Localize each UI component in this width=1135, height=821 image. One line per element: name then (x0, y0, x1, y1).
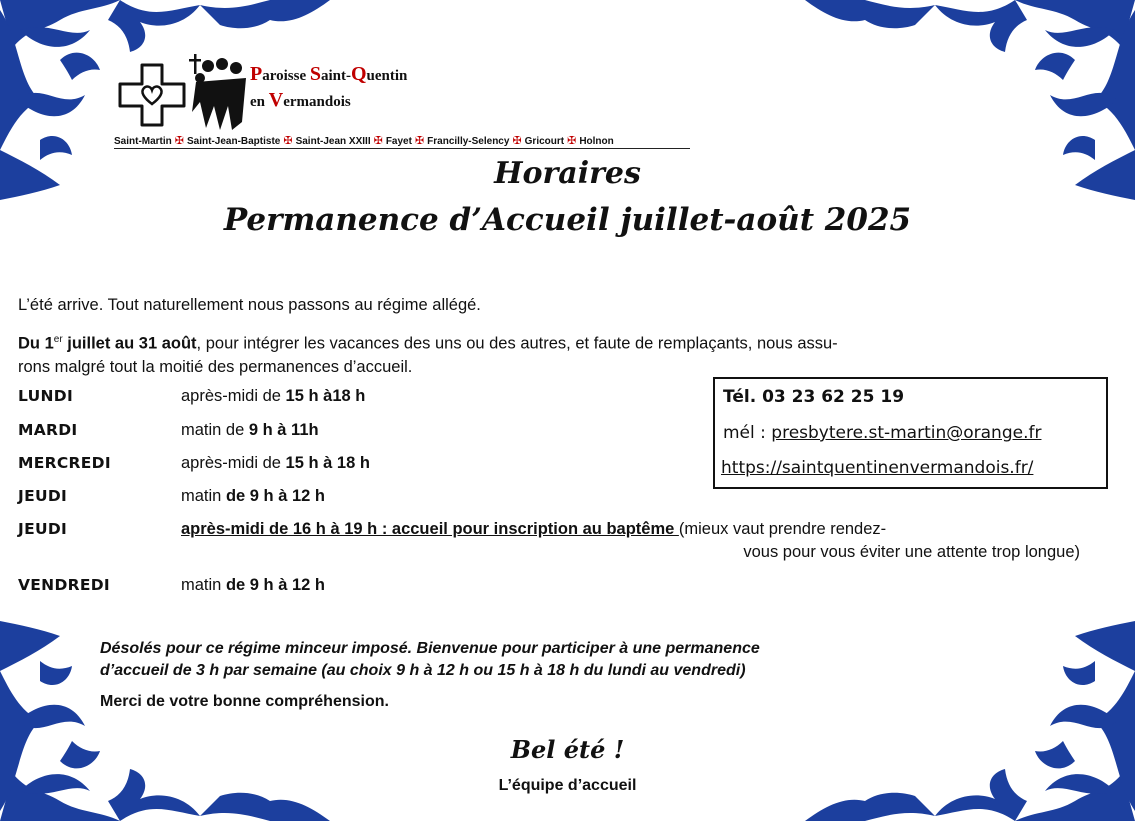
parish-name: Paroisse Saint-Quentin en Vermandois (250, 63, 408, 111)
signature-text: L’équipe d’accueil (498, 777, 637, 794)
people-group-icon (188, 52, 250, 132)
closing-message: Désolés pour ce régime minceur imposé. Bienvenue pour participer à une permanence d’accueil de 3 h par semaine (au choix 9 h à 12 h ou 15 h à 18 h du lundi au vendredi) (100, 640, 760, 679)
parish-item: Francilly-Selency (427, 136, 510, 147)
parish-item: Saint-Martin (114, 136, 172, 147)
day-label: MARDI (18, 421, 78, 439)
hours-text: matin de 9 h à 11h (181, 421, 319, 439)
hours-text-continued: vous pour vous éviter une attente trop longue) (743, 543, 1080, 561)
email-line: mél : presbytere.st-martin@orange.fr (723, 423, 1042, 443)
day-label: MERCREDI (18, 454, 111, 472)
parish-list: Saint-Martin ✠ Saint-Jean-Baptiste ✠ Saint-Jean XXIII ✠ Fayet ✠ Francilly-Selency ✠ Gricourt ✠ Holnon (114, 134, 690, 149)
parish-item: Gricourt (524, 136, 565, 147)
hours-text: après-midi de 15 h à 18 h (181, 454, 370, 472)
hours-text: après-midi de 15 h à18 h (181, 387, 366, 405)
parish-item: Fayet (385, 136, 412, 147)
parish-item: Saint-Jean-Baptiste (187, 136, 281, 147)
email-link[interactable]: presbytere.st-martin@orange.fr (771, 423, 1042, 443)
parish-logo (110, 48, 700, 158)
hours-text: après-midi de 16 h à 19 h : accueil pour inscription au baptême (mieux vaut prendre rendez- (181, 520, 887, 538)
schedule-row (18, 518, 1088, 564)
dates-paragraph: Du 1er juillet au 31 août, pour intégrer les vacances des uns ou des autres, et faute de remplaçants, nous assu- rons malgré tout la moitié des permanences d’accueil. (18, 334, 838, 376)
phone-number: Tél. 03 23 62 25 19 (723, 387, 905, 407)
hours-text: matin de 9 h à 12 h (181, 576, 325, 594)
hours-text: matin de 9 h à 12 h (181, 487, 325, 505)
intro-text: L’été arrive. Tout naturellement nous passons au régime allégé. (18, 296, 481, 314)
day-label: JEUDI (18, 520, 68, 538)
title-horaires: Horaires (494, 156, 641, 191)
day-label: LUNDI (18, 387, 74, 405)
thanks-text: Merci de votre bonne compréhension. (100, 693, 389, 710)
day-label: VENDREDI (18, 576, 110, 594)
bel-ete-text: Bel été ! (510, 735, 625, 764)
cross-heart-icon (116, 62, 188, 128)
parish-item: Holnon (579, 136, 614, 147)
contact-box (713, 377, 1108, 489)
parish-item: Saint-Jean XXIII (295, 136, 371, 147)
day-label: JEUDI (18, 487, 68, 505)
title-permanence: Permanence d’Accueil juillet-août 2025 (223, 202, 912, 238)
website-link[interactable]: https://saintquentinenvermandois.fr/ (721, 458, 1034, 478)
